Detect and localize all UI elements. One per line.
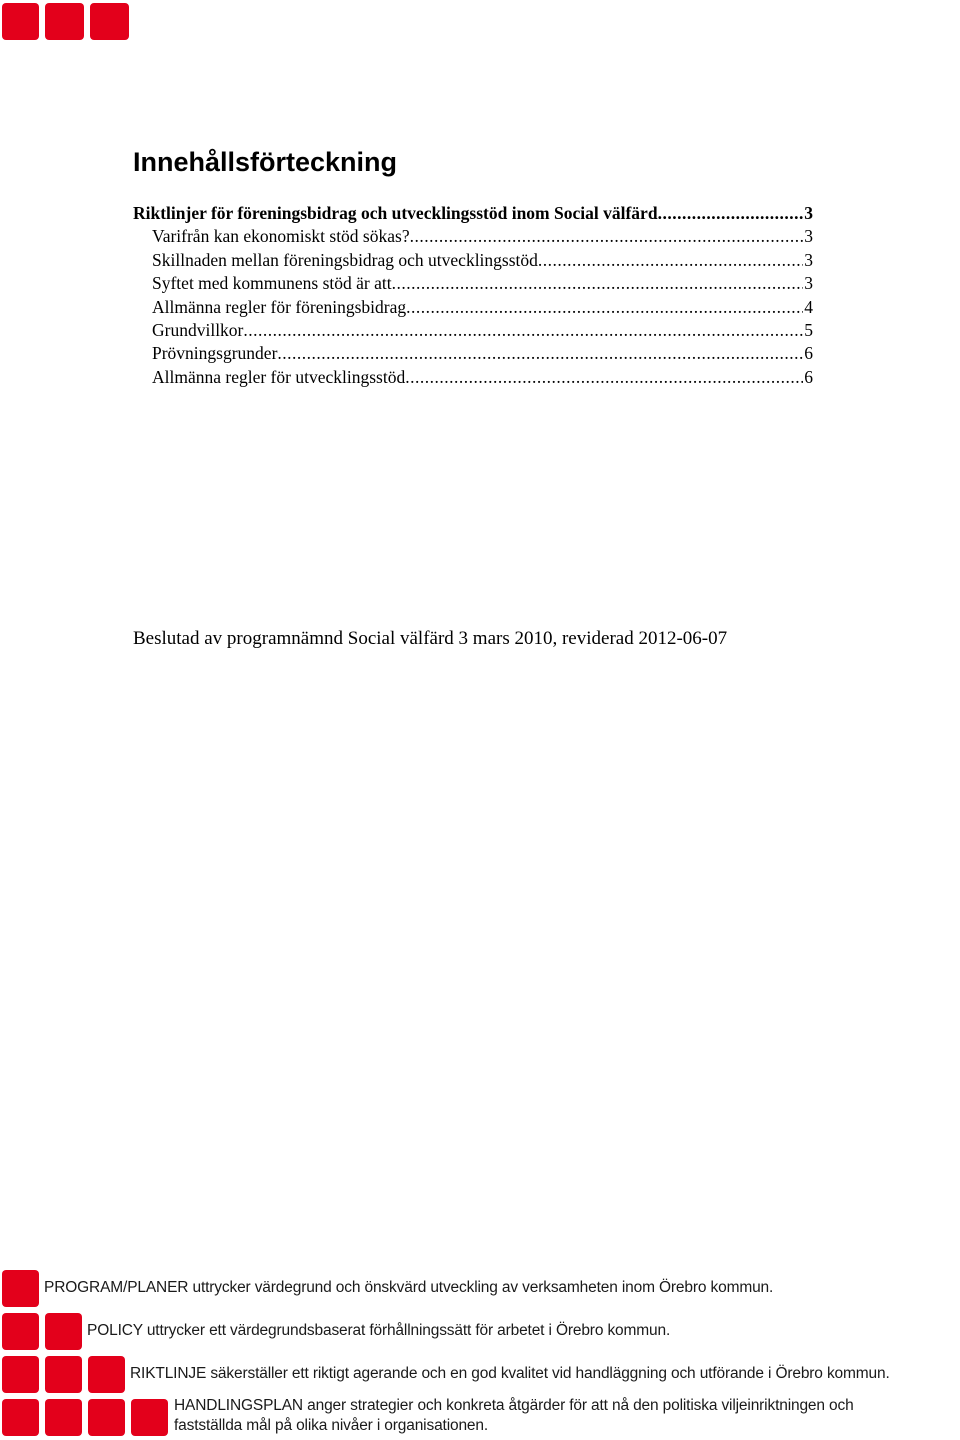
toc-entry-text: Grundvillkor bbox=[152, 319, 244, 340]
footer-square bbox=[2, 1399, 39, 1436]
toc-leader-dots bbox=[243, 319, 803, 342]
toc-leader-dots bbox=[410, 225, 804, 248]
toc-entry[interactable] bbox=[133, 249, 813, 272]
decision-note: Beslutad av programnämnd Social välfärd 3 mars 2010, reviderad 2012-06-07 bbox=[133, 628, 728, 649]
toc-entry-text: Syftet med kommunens stöd är att bbox=[152, 273, 392, 294]
toc-page-number: 3 bbox=[804, 226, 813, 247]
toc-entry[interactable] bbox=[133, 319, 813, 342]
toc-page-number: 3 bbox=[804, 249, 813, 270]
toc-page-number: 4 bbox=[804, 296, 813, 317]
footer-square bbox=[2, 1270, 39, 1307]
toc-page-number: 6 bbox=[804, 366, 813, 387]
footer-handlingsplan-text-2: fastställda mål på olika nivåer i organisationen. bbox=[174, 1417, 489, 1434]
table-of-contents bbox=[133, 202, 813, 389]
footer-square bbox=[2, 1313, 39, 1350]
footer-square bbox=[88, 1399, 125, 1436]
toc-entry[interactable] bbox=[133, 272, 813, 295]
toc-entry[interactable] bbox=[133, 202, 813, 225]
toc-entry[interactable] bbox=[133, 225, 813, 248]
toc-page-number: 3 bbox=[804, 273, 813, 294]
toc-leader-dots bbox=[658, 202, 804, 225]
footer-square bbox=[45, 1356, 82, 1393]
footer-riktlinje-text: RIKTLINJE säkerställer ett riktigt agerande och en god kvalitet vid handläggning och utförande i Örebro kommun. bbox=[130, 1365, 890, 1382]
toc-leader-dots bbox=[405, 366, 803, 389]
footer-handlingsplan-text: HANDLINGSPLAN anger strategier och konkreta åtgärder för att nå den politiska viljeinriktningen och bbox=[174, 1397, 854, 1414]
toc-leader-dots bbox=[277, 342, 803, 365]
footer-square bbox=[131, 1399, 168, 1436]
toc-entry-text: Allmänna regler för utvecklingsstöd bbox=[152, 366, 406, 387]
footer-square bbox=[2, 1356, 39, 1393]
footer-program-text: PROGRAM/PLANER uttrycker värdegrund och önskvärd utveckling av verksamheten inom Örebro kommun. bbox=[44, 1279, 774, 1296]
footer-policy-text: POLICY uttrycker ett värdegrundsbaserat förhållningssätt för arbetet i Örebro kommun. bbox=[87, 1322, 671, 1339]
toc-leader-dots bbox=[406, 296, 803, 319]
logo-square-2 bbox=[45, 3, 84, 40]
logo-square-3 bbox=[90, 3, 129, 40]
toc-page-number: 6 bbox=[804, 343, 813, 364]
toc-entry[interactable] bbox=[133, 296, 813, 319]
logo-square-1 bbox=[2, 3, 39, 40]
footer-square bbox=[45, 1399, 82, 1436]
toc-leader-dots bbox=[392, 272, 804, 295]
toc-entry-text: Varifrån kan ekonomiskt stöd sökas? bbox=[152, 226, 410, 247]
toc-entry-text: Riktlinjer för föreningsbidrag och utvecklingsstöd inom Social välfärd bbox=[133, 203, 658, 223]
toc-entry[interactable] bbox=[133, 342, 813, 365]
footer-square bbox=[45, 1313, 82, 1350]
toc-title: Innehållsförteckning bbox=[133, 147, 398, 177]
toc-leader-dots bbox=[538, 249, 803, 272]
toc-entry-text: Prövningsgrunder bbox=[152, 343, 278, 364]
toc-entry-text: Skillnaden mellan föreningsbidrag och utvecklingsstöd bbox=[152, 249, 538, 270]
footer-square bbox=[88, 1356, 125, 1393]
toc-page-number: 3 bbox=[804, 203, 813, 223]
toc-entry-text: Allmänna regler för föreningsbidrag bbox=[152, 296, 407, 317]
toc-entry[interactable] bbox=[133, 366, 813, 389]
toc-page-number: 5 bbox=[804, 319, 813, 340]
